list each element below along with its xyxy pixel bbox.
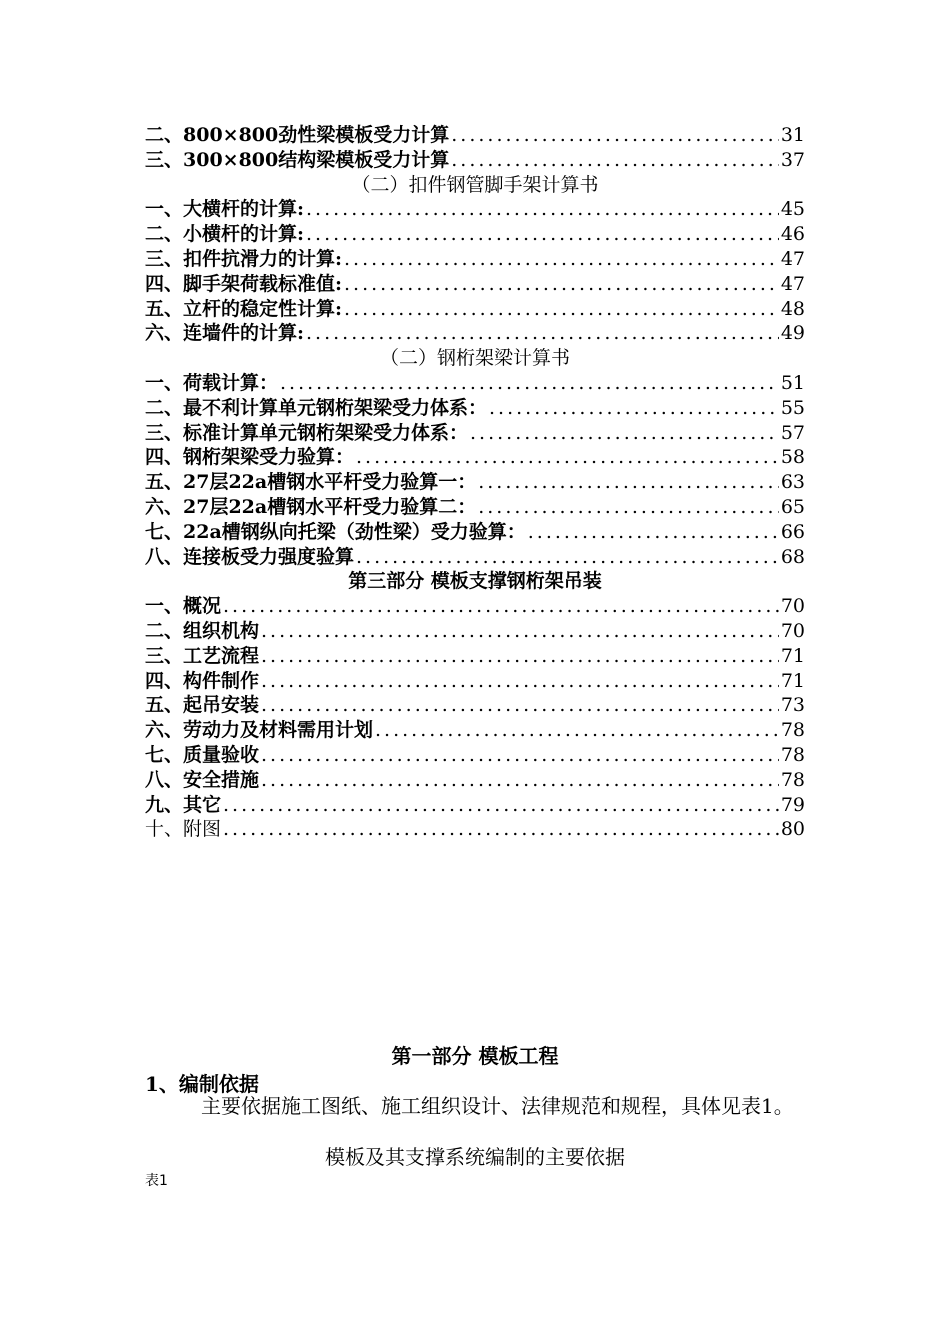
toc-leader-dots	[375, 718, 779, 743]
toc-entry[interactable]	[145, 396, 805, 421]
toc-entry-label: 十、附图	[145, 818, 222, 841]
toc-leader-dots	[280, 371, 779, 396]
toc-page-number: 80	[780, 818, 805, 841]
toc-leader-dots	[344, 297, 779, 322]
toc-leader-dots	[261, 619, 779, 644]
toc-entry[interactable]	[145, 793, 805, 818]
toc-entry[interactable]	[145, 371, 805, 396]
toc-leader-dots	[306, 197, 779, 222]
toc-entry[interactable]	[145, 520, 805, 545]
toc-entry-label: 六、劳动力及材料需用计划	[145, 719, 374, 742]
toc-entry-label: 一、荷载计算：	[145, 371, 279, 394]
body-paragraph: 主要依据施工图纸、施工组织设计、法律规范和规程，具体见表1。	[201, 1094, 794, 1118]
toc-entry[interactable]	[145, 197, 805, 222]
toc-entry[interactable]	[145, 123, 805, 148]
toc-entry-label: 八、连接板受力强度验算	[145, 545, 355, 568]
toc-page-number: 71	[780, 644, 805, 667]
toc-entry[interactable]	[145, 743, 805, 768]
toc-page-number: 48	[780, 297, 805, 320]
table-of-contents	[145, 123, 805, 842]
toc-entry-label: 二、组织机构	[145, 619, 260, 642]
toc-entry-label: 四、钢桁架梁受力验算：	[145, 446, 355, 469]
toc-entry-label: 三、扣件抗滑力的计算:	[145, 247, 343, 270]
toc-leader-dots	[223, 793, 779, 818]
toc-leader-dots	[478, 495, 779, 520]
toc-heading: 第三部分 模板支撑钢桁架吊装	[348, 570, 602, 593]
toc-entry[interactable]	[145, 470, 805, 495]
toc-heading: （二）扣件钢管脚手架计算书	[351, 173, 599, 196]
toc-page-number: 37	[780, 148, 805, 171]
toc-entry-label: 三、300×800结构梁模板受力计算	[145, 148, 450, 171]
toc-leader-dots	[528, 520, 779, 545]
toc-leader-dots	[451, 148, 779, 173]
toc-entry-label: 二、最不利计算单元钢桁架梁受力体系：	[145, 396, 488, 419]
toc-entry-label: 五、27层22a槽钢水平杆受力验算一：	[145, 471, 477, 494]
toc-page-number: 63	[780, 471, 805, 494]
toc-leader-dots	[223, 594, 779, 619]
toc-page-number: 70	[780, 619, 805, 642]
toc-entry[interactable]	[145, 272, 805, 297]
toc-entry[interactable]	[145, 148, 805, 173]
toc-entry[interactable]	[145, 619, 805, 644]
toc-entry-label: 七、质量验收	[145, 743, 260, 766]
toc-entry-label: 二、小横杆的计算:	[145, 223, 305, 246]
toc-page-number: 47	[780, 272, 805, 295]
toc-leader-dots	[356, 545, 779, 570]
toc-page-number: 49	[780, 322, 805, 345]
toc-leader-dots	[344, 247, 779, 272]
toc-page-number: 71	[780, 669, 805, 692]
toc-entry-label: 七、22a槽钢纵向托梁（劲性梁）受力验算：	[145, 520, 526, 543]
toc-page-number: 46	[780, 223, 805, 246]
subsection-title: 1、编制依据	[145, 1072, 259, 1096]
toc-entry-label: 一、大横杆的计算:	[145, 198, 305, 221]
toc-page-number: 45	[780, 198, 805, 221]
toc-page-number: 57	[780, 421, 805, 444]
toc-entry[interactable]	[145, 768, 805, 793]
toc-page-number: 79	[780, 793, 805, 816]
toc-leader-dots	[489, 396, 779, 421]
toc-entry[interactable]	[145, 669, 805, 694]
toc-entry[interactable]	[145, 321, 805, 346]
toc-entry-label: 三、标准计算单元钢桁架梁受力体系：	[145, 421, 469, 444]
toc-entry-label: 一、概况	[145, 595, 222, 618]
table-label: 表1	[145, 1173, 168, 1189]
toc-page-number: 78	[780, 719, 805, 742]
toc-entry-label: 五、立杆的稳定性计算:	[145, 297, 343, 320]
toc-entry[interactable]	[145, 445, 805, 470]
toc-leader-dots	[261, 669, 779, 694]
toc-leader-dots	[306, 222, 779, 247]
toc-entry[interactable]	[145, 495, 805, 520]
toc-page-number: 55	[780, 396, 805, 419]
toc-page-number: 58	[780, 446, 805, 469]
toc-entry[interactable]	[145, 247, 805, 272]
toc-entry-label: 三、工艺流程	[145, 644, 260, 667]
toc-heading: （二）钢桁架梁计算书	[379, 347, 570, 370]
toc-page-number: 66	[780, 520, 805, 543]
toc-entry[interactable]	[145, 718, 805, 743]
toc-leader-dots	[261, 743, 779, 768]
toc-page-number: 68	[780, 545, 805, 568]
toc-page-number: 51	[780, 371, 805, 394]
toc-leader-dots	[261, 693, 779, 718]
toc-entry-label: 九、其它	[145, 793, 222, 816]
toc-entry[interactable]	[145, 545, 805, 570]
toc-entry-label: 六、连墙件的计算:	[145, 322, 305, 345]
toc-entry[interactable]	[145, 594, 805, 619]
toc-entry[interactable]	[145, 693, 805, 718]
toc-leader-dots	[261, 768, 779, 793]
toc-entry-label: 四、构件制作	[145, 669, 260, 692]
toc-leader-dots	[478, 470, 779, 495]
toc-leader-dots	[261, 644, 779, 669]
toc-entry[interactable]	[145, 297, 805, 322]
toc-page-number: 70	[780, 595, 805, 618]
toc-page-number: 78	[780, 743, 805, 766]
toc-leader-dots	[470, 421, 779, 446]
toc-page-number: 31	[780, 124, 805, 146]
toc-entry-label: 六、27层22a槽钢水平杆受力验算二：	[145, 495, 477, 518]
toc-entry-label: 八、安全措施	[145, 768, 260, 791]
toc-leader-dots	[223, 817, 779, 842]
toc-leader-dots	[344, 272, 779, 297]
toc-page-number: 73	[780, 694, 805, 717]
toc-leader-dots	[306, 321, 779, 346]
toc-leader-dots	[451, 123, 779, 148]
table-caption: 模板及其支撑系统编制的主要依据	[325, 1145, 625, 1169]
toc-entry-label: 五、起吊安装	[145, 694, 260, 717]
toc-page-number: 78	[780, 768, 805, 791]
section-title: 第一部分 模板工程	[391, 1044, 559, 1068]
toc-entry-label: 二、800×800劲性梁模板受力计算	[145, 124, 450, 146]
toc-entry[interactable]	[145, 222, 805, 247]
toc-entry[interactable]	[145, 421, 805, 446]
toc-leader-dots	[356, 445, 779, 470]
toc-page-number: 65	[780, 495, 805, 518]
toc-page-number: 47	[780, 247, 805, 270]
toc-entry[interactable]	[145, 817, 805, 842]
toc-entry[interactable]	[145, 644, 805, 669]
toc-entry-label: 四、脚手架荷载标准值:	[145, 272, 343, 295]
